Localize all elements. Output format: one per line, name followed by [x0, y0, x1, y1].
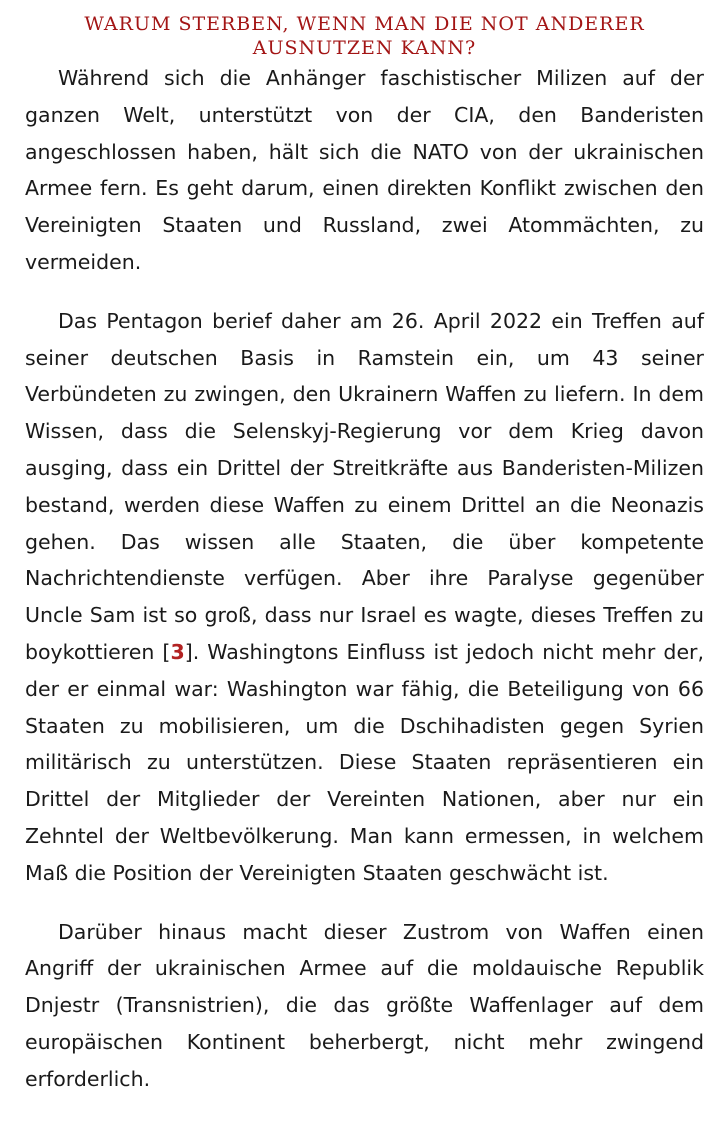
paragraph-1: Während sich die Anhänger faschistischer Milizen auf der ganzen Welt, unterstützt von der CIA, den Banderisten angeschlossen haben, hält sich die NATO von der ukrainischen Armee fern. Es geht darum, einen direkten Konflikt zwischen den Vereinigten Staaten und Russland, zwei Atommächten, zu vermeiden. — [25, 66, 704, 274]
paragraph-2-text-start: Das Pentagon berief daher am 26. April 2022 ein Treffen auf seiner deutschen Basis in Ramstein ein, um 43 seiner Verbündeten zu zwingen, den Ukrainern Waffen zu liefern. In dem Wissen, dass die Selenskyj-Regierung vor dem Krieg davon ausging, dass ein Drittel der Streitkräfte aus Banderisten-Milizen bestand, werden diese Waffen zu einem Drittel an die Neonazis gehen. Das wissen alle Staaten, die über kompetente Nachrichtendienste verfügen. Aber ihre Paralyse gegenüber Uncle Sam ist so groß, dass nur Israel es wagte, dieses Treffen zu boykottieren [ — [25, 308, 704, 664]
section-heading-line-1: WARUM STERBEN, WENN MAN DIE NOT ANDERER — [84, 13, 645, 35]
footnote-link-3[interactable]: 3 — [170, 639, 185, 664]
paragraph-2-text-end: ]. Washingtons Einfluss ist jedoch nicht mehr der, der er einmal war: Washington war fähig, die Beteiligung von 66 Staaten zu mobilisieren, um die Dschihadisten gegen Syrien militärisch zu unterstützen. Diese Staaten repräsentieren ein Drittel der Mitglieder der Vereinten Nationen, aber nur ein Zehntel der Weltbevölkerung. Man kann ermessen, in welchem Maß die Position der Vereinigten Staaten geschwächt ist. — [25, 639, 704, 885]
section-heading — [25, 12, 704, 60]
paragraph-2 — [25, 303, 704, 892]
paragraph-3: Darüber hinaus macht dieser Zustrom von Waffen einen Angriff der ukrainischen Armee auf die moldauische Republik Dnjestr (Transnistrien), die das größte Waffenlager auf dem europäischen Kontinent beherbergt, nicht mehr zwingend erforderlich. — [25, 919, 704, 1091]
section-heading-line-2: AUSNUTZEN KANN? — [252, 37, 477, 59]
